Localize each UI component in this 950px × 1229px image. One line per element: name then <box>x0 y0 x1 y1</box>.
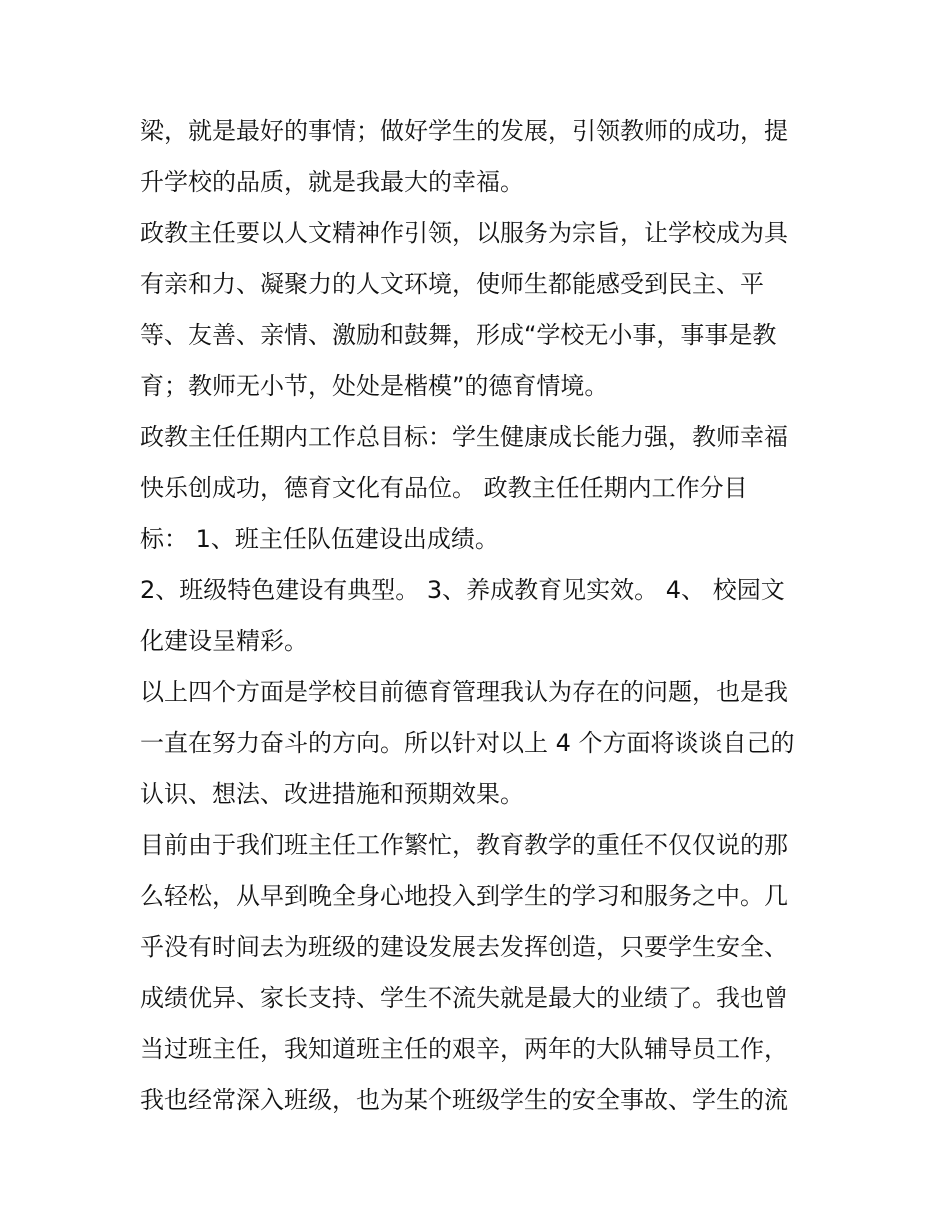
text-line: 快乐创成功，德育文化有品位。 政教主任任期内工作分目 <box>140 474 748 502</box>
text-line: 乎没有时间去为班级的建设发展去发挥创造，只要学生安全、 <box>140 933 788 961</box>
text-line: 化建设呈精彩。 <box>140 627 308 655</box>
text-line: 么轻松，从早到晚全身心地投入到学生的学习和服务之中。几 <box>140 882 788 910</box>
text-line: 以上四个方面是学校目前德育管理我认为存在的问题，也是我 <box>140 678 788 706</box>
text-line: 当过班主任，我知道班主任的艰辛，两年的大队辅导员工作， <box>140 1035 788 1063</box>
body-text <box>140 106 830 1126</box>
text-line: 认识、想法、改进措施和预期效果。 <box>140 780 524 808</box>
text-line: 政教主任要以人文精神作引领，以服务为宗旨，让学校成为具 <box>140 219 788 247</box>
text-line: 一直在努力奋斗的方向。所以针对以上 4 个方面将谈谈自己的 <box>140 729 795 757</box>
text-line: 标： 1、班主任队伍建设出成绩。 <box>140 525 499 553</box>
text-line: 育；教师无小节，处处是楷模”的德育情境。 <box>140 372 609 400</box>
text-line: 我也经常深入班级，也为某个班级学生的安全事故、学生的流 <box>140 1086 788 1114</box>
text-line: 政教主任任期内工作总目标：学生健康成长能力强，教师幸福 <box>140 423 788 451</box>
text-line: 2、班级特色建设有典型。 3、养成教育见实效。 4、 校园文 <box>140 576 785 604</box>
text-line: 成绩优异、家长支持、学生不流失就是最大的业绩了。我也曾 <box>140 984 788 1012</box>
text-line: 有亲和力、凝聚力的人文环境，使师生都能感受到民主、平 <box>140 270 764 298</box>
text-line: 目前由于我们班主任工作繁忙，教育教学的重任不仅仅说的那 <box>140 831 788 859</box>
text-line: 等、友善、亲情、激励和鼓舞，形成“学校无小事，事事是教 <box>140 321 777 349</box>
text-line: 升学校的品质，就是我最大的幸福。 <box>140 168 524 196</box>
text-line: 梁，就是最好的事情；做好学生的发展，引领教师的成功，提 <box>140 117 788 145</box>
